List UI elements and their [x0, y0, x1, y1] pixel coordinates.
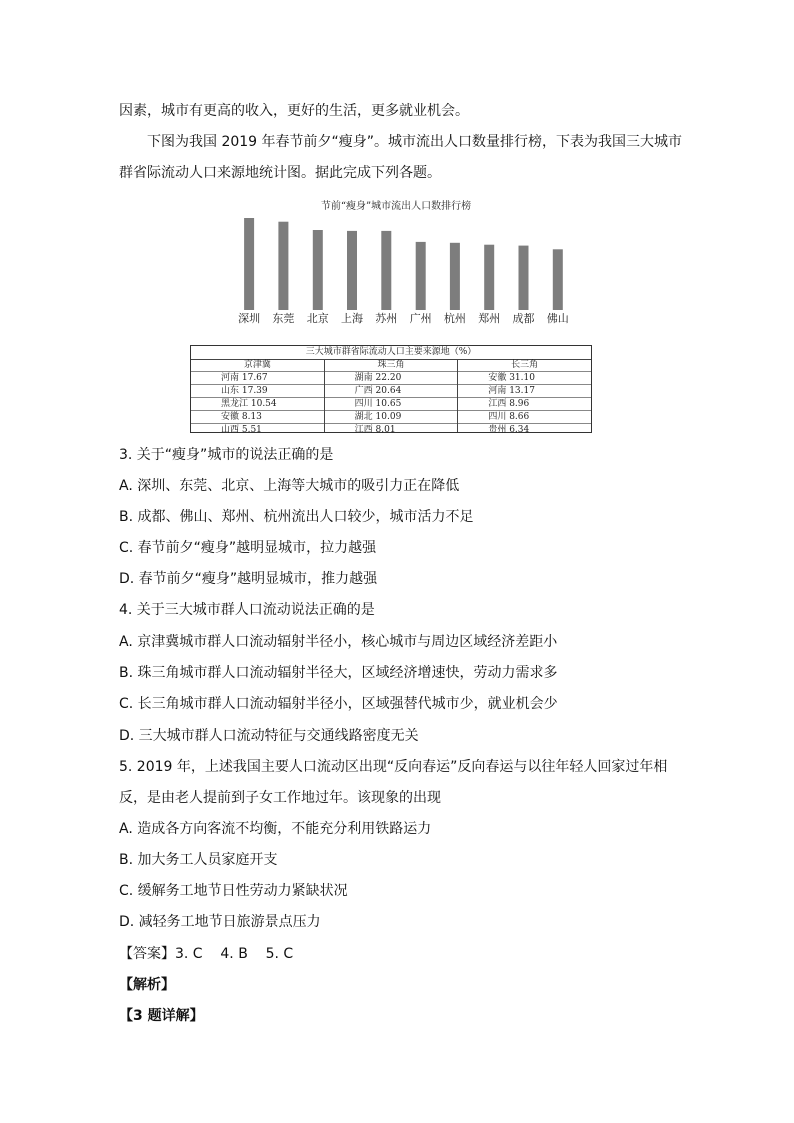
category-label: 郑州: [478, 312, 501, 325]
bar-苏州: [381, 231, 391, 310]
q5-option-a: A. 造成各方向客流不均衡，不能充分利用铁路运力: [119, 821, 432, 837]
bar-北京: [313, 230, 323, 310]
table-cell: 黑龙江 10.54: [191, 398, 324, 411]
table-cell: 四川 8.66: [458, 411, 591, 424]
paragraph-line-2: 群省际流动人口来源地统计图。据此完成下列各题。: [119, 165, 441, 181]
table-cell: 安徽 31.10: [458, 372, 591, 385]
bar-郑州: [484, 245, 494, 310]
chart-title: 节前“瘦身”城市流出人口数排行榜: [320, 201, 472, 212]
table-column-header: 京津冀: [191, 359, 324, 372]
table-cell: 河南 17.67: [191, 372, 324, 385]
table-column-header: 长三角: [458, 359, 591, 372]
category-label: 上海: [341, 312, 363, 325]
analysis-heading: 【解析】: [119, 977, 175, 993]
table-cell: 贵州 6.34: [488, 425, 530, 435]
category-label: 杭州: [443, 312, 466, 325]
category-label: 广州: [409, 312, 432, 325]
bar-东莞: [278, 222, 288, 310]
bar-佛山: [553, 249, 563, 310]
bar-成都: [519, 246, 529, 310]
q3-option-a: A. 深圳、东莞、北京、上海等大城市的吸引力正在降低: [119, 478, 460, 494]
category-label: 苏州: [375, 312, 398, 325]
category-label: 东莞: [272, 312, 295, 325]
table-cell: 山东 17.39: [191, 385, 324, 398]
q5-option-c: C. 缓解务工地节日性劳动力紧缺状况: [119, 883, 348, 899]
bar-广州: [416, 242, 426, 310]
bar-深圳: [244, 218, 254, 310]
q3-option-c: C. 春节前夕“瘦身”越明显城市，拉力越强: [119, 540, 377, 556]
q4-option-a: A. 京津冀城市群人口流动辐射半径小，核心城市与周边区域经济差距小: [119, 634, 558, 650]
question-3: 3. 关于“瘦身”城市的说法正确的是: [119, 447, 334, 463]
q3-option-d: D. 春节前夕“瘦身”越明显城市，推力越强: [119, 571, 378, 587]
category-label: 佛山: [546, 312, 569, 325]
table-cell: 河南 13.17: [458, 385, 591, 398]
q5-option-d: D. 减轻务工地节日旅游景点压力: [119, 914, 321, 930]
category-label: 成都: [512, 312, 535, 325]
category-label: 深圳: [238, 312, 261, 325]
intro-line: 因素，城市有更高的收入，更好的生活，更多就业机会。: [119, 103, 469, 119]
table-column: [191, 359, 325, 435]
table-cell: 山西 5.51: [221, 425, 262, 435]
category-label: 北京: [306, 312, 329, 325]
question-5-line-1: 5. 2019 年，上述我国主要人口流动区出现“反向春运”反向春运与以往年轻人回家过年相: [119, 759, 668, 775]
paragraph-line-1: 下图为我国 2019 年春节前夕“瘦身”。城市流出人口数量排行榜，下表为我国三大城市: [147, 134, 683, 150]
question-5-line-2: 反，是由老人提前到子女工作地过年。该现象的出现: [119, 790, 441, 806]
table-cell: 江西 8.96: [458, 398, 591, 411]
table-caption: 三大城市群省际流动人口主要来源地（%）: [191, 346, 591, 360]
table-column: [458, 359, 591, 435]
table-cell: 广西 20.64: [325, 385, 458, 398]
source-table: [190, 345, 592, 433]
table-column: [325, 359, 459, 435]
q4-option-c: C. 长三角城市群人口流动辐射半径小，区域强替代城市少，就业机会少: [119, 696, 558, 712]
q5-option-b: B. 加大务工人员家庭开支: [119, 852, 278, 868]
table-cell: 湖北 10.09: [325, 411, 458, 424]
table-column-header: 珠三角: [325, 359, 458, 372]
table-cell: 江西 8.01: [354, 425, 396, 435]
bar-chart: [220, 196, 572, 332]
q4-option-b: B. 珠三角城市群人口流动辐射半径大，区域经济增速快，劳动力需求多: [119, 665, 558, 681]
bar-上海: [347, 231, 357, 310]
answer-line: 【答案】3. C 4. B 5. C: [119, 946, 294, 962]
question-4: 4. 关于三大城市群人口流动说法正确的是: [119, 602, 375, 618]
q4-option-d: D. 三大城市群人口流动特征与交通线路密度无关: [119, 728, 419, 744]
table-cell: 湖南 22.20: [325, 372, 458, 385]
table-cell: 四川 10.65: [325, 398, 458, 411]
bar-杭州: [450, 243, 460, 310]
table-cell: 安徽 8.13: [191, 411, 324, 424]
q3-option-b: B. 成都、佛山、郑州、杭州流出人口较少，城市活力不足: [119, 509, 474, 525]
q3-detail-heading: 【3 题详解】: [119, 1008, 204, 1024]
